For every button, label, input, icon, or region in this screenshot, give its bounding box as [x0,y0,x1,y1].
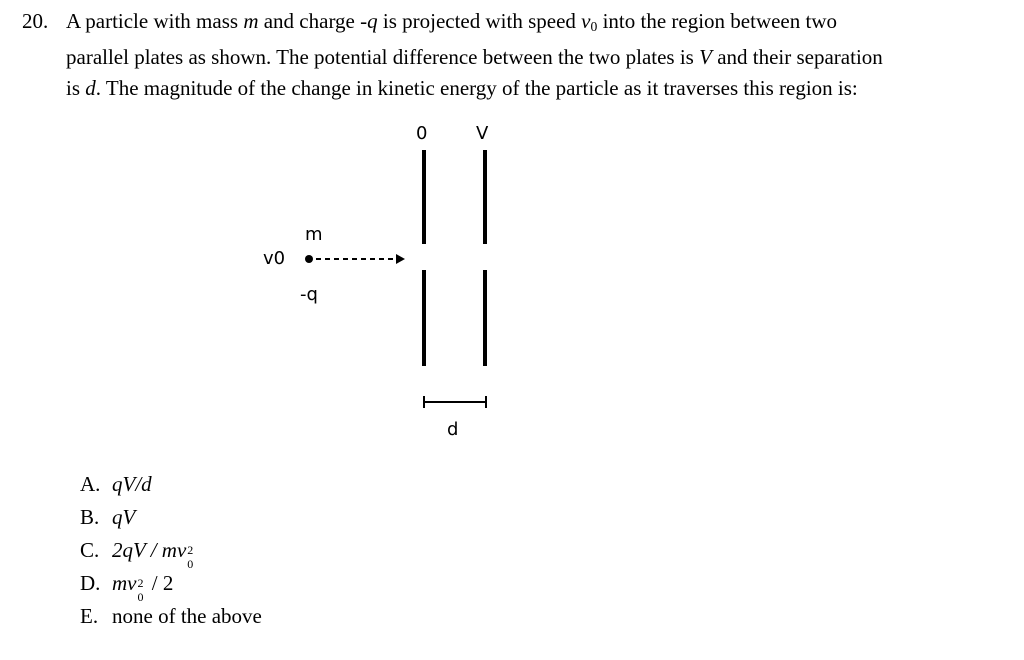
text-run: into the region between two [597,9,837,33]
choice-text: qV/d [112,472,152,496]
subscript: 0 [187,557,194,572]
separation-label: d [447,419,459,440]
particle-dot [305,255,313,263]
particle-charge-label: -q [300,284,318,305]
text-run: is [66,76,86,100]
choice-text-tail: / 2 [146,571,174,595]
superscript: 2 [137,576,144,591]
choice-text: qV [112,505,136,529]
choice-text: 2qV / mv [112,538,187,562]
choice-c[interactable] [80,534,262,572]
choice-letter: A. [80,472,101,496]
plate-label-0: 0 [416,123,428,144]
choice-letter: B. [80,505,100,529]
question-number: 20. [22,9,49,33]
subscript: 0 [137,590,144,605]
var-m: m [243,9,259,33]
choice-d[interactable] [80,567,262,605]
answer-choices [80,468,262,633]
plate-label-V: V [476,123,489,144]
particle-speed-label: v0 [263,248,286,269]
choice-b[interactable] [80,501,262,534]
var-V: V [699,45,712,69]
var-q: q [367,9,378,33]
choice-e[interactable] [80,600,262,633]
text-run: and charge - [258,9,368,33]
choice-letter: C. [80,538,100,562]
power-script [186,542,196,572]
choice-letter: E. [80,604,99,628]
var-v: v [581,9,591,33]
choice-text: none of the above [112,604,262,628]
text-run: is projected with speed [377,9,582,33]
choice-a[interactable] [80,468,262,501]
particle-mass-label: m [305,224,323,245]
text-run: . The magnitude of the change in kinetic energy of the particle as it traverses this region is: [95,76,858,100]
text-run: and their separation [711,45,883,69]
var-d: d [85,76,96,100]
text-run: parallel plates as shown. The potential difference between the two plates is [66,45,700,69]
text-run: A particle with mass [66,9,244,33]
choice-letter: D. [80,571,101,595]
velocity-arrow-head [396,254,405,264]
superscript: 2 [187,543,194,558]
subscript-0: 0 [590,19,598,34]
choice-text: mv [112,571,137,595]
power-script [137,575,147,605]
